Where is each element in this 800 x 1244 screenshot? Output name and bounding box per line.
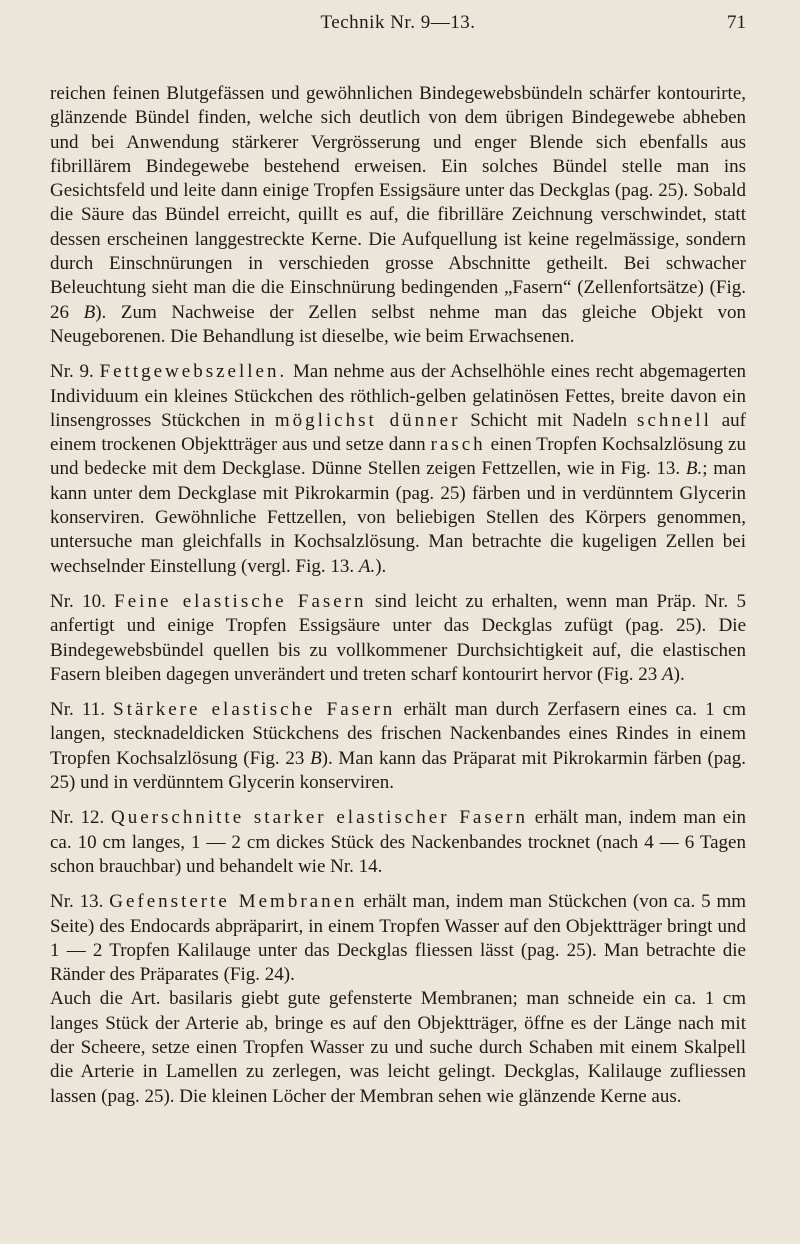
text-run: Nr. 13.: [50, 891, 110, 913]
text-run: auf einem trockenen Objektträger aus und setze dann: [50, 409, 746, 456]
text-run: ).: [375, 555, 387, 577]
text-run: Nr. 9.: [50, 361, 100, 383]
text-run: Nr. 10.: [50, 590, 115, 612]
paragraph-nr-12-querschnitte: [50, 806, 746, 879]
spaced-heading: rasch: [430, 434, 486, 456]
figure-letter: B.: [685, 458, 703, 480]
body-text: [50, 82, 746, 1109]
spaced-heading: schnell: [637, 409, 712, 431]
text-run: erhält man durch Zerfasern eines ca. 1 cm langen, stecknadeldicken Stückchens des frischen Nackenbandes eines Rindes in einem Tropfen Kochsalzlösung (Fig. 23: [50, 699, 747, 769]
header-title: Technik Nr. 9—13.: [320, 12, 476, 33]
text-run: erhält man, indem man ein ca. 10 cm langes, 1 — 2 cm dickes Stück des Nackenbandes trocknet (nach 4 — 6 Tagen schon brauchbar) und behandelt wie Nr. 14.: [50, 807, 746, 877]
text-run: Nr. 11.: [50, 699, 114, 721]
spaced-heading: Fettgewebszellen.: [99, 361, 288, 383]
spaced-heading: Stärkere elastische Fasern: [113, 699, 396, 721]
paragraph-nr-11-staerkere-elastische-fasern: [50, 698, 746, 795]
spaced-heading: möglichst dünner: [274, 409, 461, 431]
figure-letter: B: [83, 301, 96, 323]
paragraph-bindegewebsbuendel: [50, 82, 746, 349]
text-run: Man nehme aus der Achselhöhle eines recht abgemagerten Individuum ein kleines Stückchen des röthlich-gelben gelatinösen Fettes, breite davon ein linsengrosses Stückchen in: [50, 361, 747, 431]
spaced-heading: Feine elastische Fasern: [114, 590, 367, 612]
text-run: ). Zum Nachweise der Zellen selbst nehme man das gleiche Objekt von Neugeborenen. Die Behandlung ist dieselbe, wie beim Erwachsenen.: [50, 301, 746, 347]
page-number: 71: [727, 12, 746, 33]
paragraph-nr-9-fettgewebszellen: [50, 360, 746, 579]
figure-letter: A: [662, 663, 674, 685]
figure-letter: A.: [358, 555, 376, 577]
text-run: erhält man, indem man Stückchen (von ca. 5 mm Seite) des Endocards abpräparirt, in einem Tropfen Wasser auf den Objektträger bringt und 1 — 2 Tropfen Kalilauge unter das Deckglas fliessen lässt (pag. 25). Man betrachte die Ränder des Präparates (Fig. 24).: [50, 891, 747, 986]
running-header: [50, 8, 746, 38]
spaced-heading: Gefensterte Membranen: [109, 891, 358, 913]
spaced-heading: Querschnitte starker elastischer Fasern: [111, 807, 528, 829]
paragraph-art-basilaris: [50, 987, 746, 1108]
text-run: Auch die Art. basilaris giebt gute gefensterte Membranen; man schneide ein ca. 1 cm langes Stück der Arterie ab, bringe es auf den Objektträger, öffne es der Länge nach mit der Scheere, setze einen Tropfen Wasser zu und suche durch Schaben mit einem Skalpell die Arterie in Lamellen zu zerlegen, was leicht gelingt. Deckglas, Kalilauge zufliessen lassen (pag. 25). Die kleinen Löcher der Membran sehen wie glänzende Kerne aus.: [50, 988, 746, 1107]
text-run: ).: [673, 663, 685, 685]
paragraph-nr-10-feine-elastische-fasern: [50, 590, 746, 687]
figure-letter: B: [310, 747, 322, 769]
text-run: ). Man kann das Präparat mit Pikrokarmin färben (pag. 25) und in verdünntem Glycerin konserviren.: [50, 747, 746, 794]
text-run: einen Tropfen Kochsalzlösung zu und bedecke mit dem Deckglase. Dünne Stellen zeigen Fettzellen, wie in Fig. 13.: [50, 434, 746, 480]
text-run: Nr. 12.: [50, 807, 112, 829]
text-run: reichen feinen Blutgefässen und gewöhnlichen Bindegewebsbündeln schärfer kontourirte, glänzende Bündel finden, welche sich deutlich von dem übrigen Bindegewebe abheben und bei Anwendung stärkerer Vergrösserung und enger Blende sich ebenfalls aus fibrillärem Bindegewebe bestehend erweisen. Ein solches Bündel stelle man ins Gesichtsfeld und leite dann einige Tropfen Essigsäure unter das Deckglas (pag. 25). Sobald die Säure das Bündel erreicht, quillt es auf, die fibrilläre Zeichnung verschwindet, statt dessen erscheinen langgestreckte Kerne. Die Aufquellung ist keine regelmässige, sondern durch Einschnürungen in verschieden grosse Abschnitte getheilt. Bei schwacher Beleuchtung sieht man die die Einschnürung bedingenden „Fasern“ (Zellenfortsätze) (Fig. 26: [50, 83, 746, 323]
paragraph-nr-13-gefensterte-membranen: [50, 890, 746, 987]
text-run: sind leicht zu erhalten, wenn man Präp. Nr. 5 anfertigt und einige Tropfen Essigsäure unter das Deckglas zufügt (pag. 25). Die Bindegewebsbündel quellen bis zu vollkommener Durchsichtigkeit auf, die elastischen Fasern bleiben dagegen unverändert und treten scharf kontourirt hervor (Fig. 23: [50, 590, 746, 685]
text-run: ; man kann unter dem Deckglase mit Pikrokarmin (pag. 25) färben und in verdünntem Glycerin konserviren. Gewöhnliche Fettzellen, von beliebigen Stellen des Körpers genommen, untersuche man gleichfalls in Kochsalzlösung. Man betrachte die kugeligen Zellen bei wechselnder Einstellung (vergl. Fig. 13.: [50, 458, 746, 577]
text-run: Schicht mit Nadeln: [460, 409, 638, 431]
